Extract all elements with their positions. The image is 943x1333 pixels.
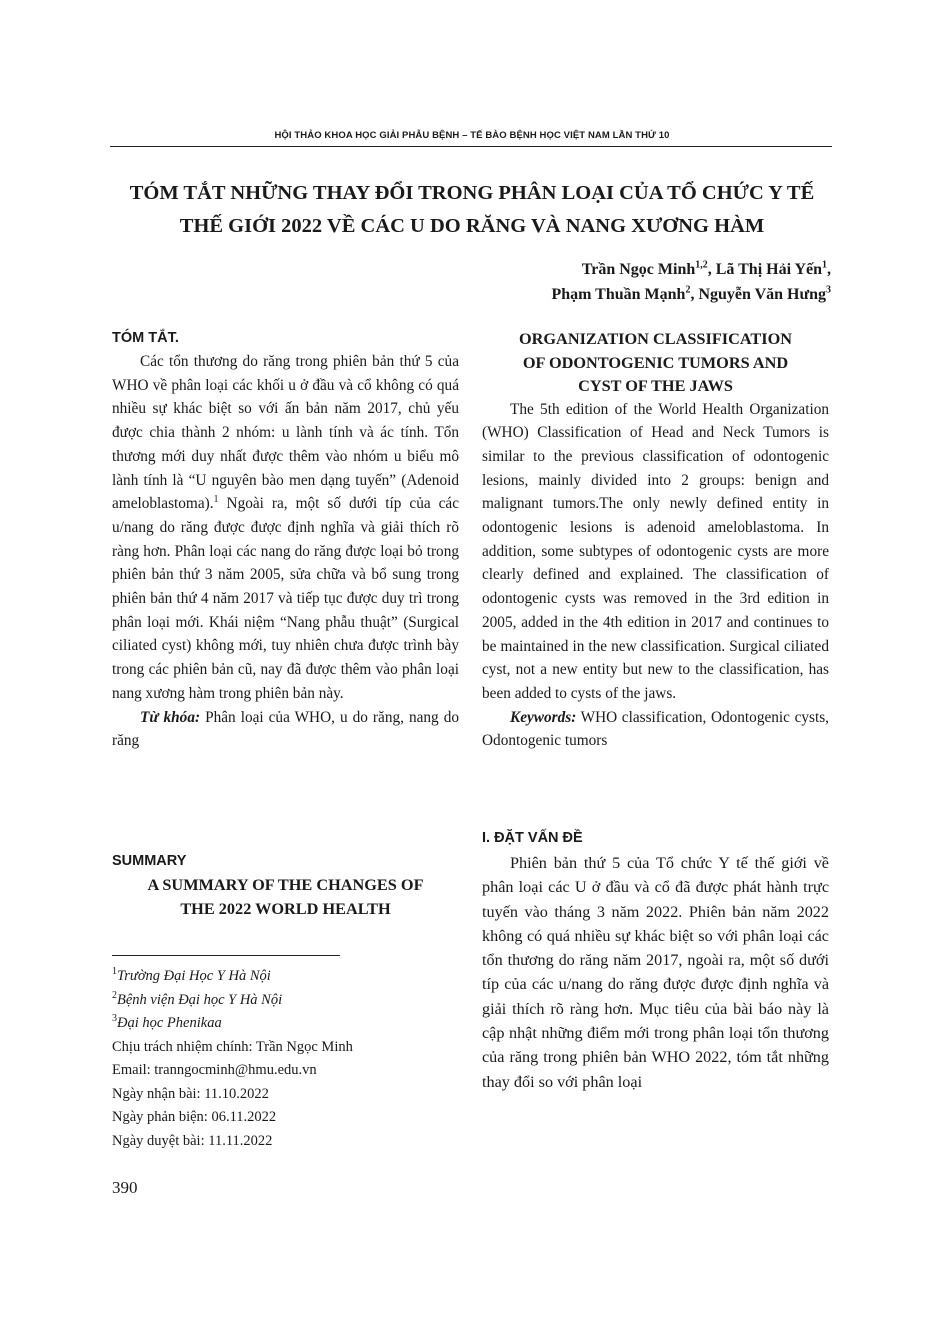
author-name: Trần Ngọc Minh [581, 261, 696, 278]
keywords-vi-text: Phân loại của WHO, u do răng, nang do răng [112, 708, 459, 750]
title-line-1: TÓM TẮT NHỮNG THAY ĐỔI TRONG PHÂN LOẠI CỦA TỔ CHỨC Y TẾ [129, 182, 815, 204]
summary-text: The 5th edition of the World Health Organization (WHO) Classification of Head and Neck Tumors is similar to the previous classification of odontogenic lesions, mainly divided into 2 groups: benign and malignant tumors.The only newly defined entity in odontogenic lesions is adenoid ameloblastoma. In addition, some subtypes of odontogenic cysts are more clearly defined and explained. The classification of odontogenic cysts was removed in the 3rd edition in 2005, added in the 4th edition in 2017 and continues to be maintained in the new classification. Surgical ciliated cyst, not a new entity but new to the classification, has been added to cysts of the jaws. [482, 400, 829, 702]
keywords-en-text: WHO classification, Odontogenic cysts, Odontogenic tumors [482, 708, 829, 750]
footnotes [112, 965, 472, 1153]
running-header: HỘI THẢO KHOA HỌC GIẢI PHẪU BỆNH – TẾ BÀO BỆNH HỌC VIỆT NAM LẦN THỨ 10 [274, 130, 670, 141]
author-name: Lã Thị Hải Yến [715, 261, 822, 278]
author-line-2: Phạm Thuần Mạnh$^2$, Nguyễn Văn Hưng$^3$ [551, 284, 831, 303]
page-number: 390 [112, 1178, 138, 1197]
affiliation-1 [112, 965, 472, 989]
author-affiliation: 1,2 [695, 259, 708, 271]
abstract-vi-heading: TÓM TẮT. [112, 330, 179, 346]
date-accepted: Ngày duyệt bài: 11.11.2022 [112, 1132, 273, 1149]
summary-title-line-3: ORGANIZATION CLASSIFICATION [518, 329, 793, 348]
article-title [100, 177, 844, 243]
affiliation-text: Trường Đại Học Y Hà Nội [117, 968, 271, 984]
summary-title-line-4: OF ODONTOGENIC TUMORS AND [522, 352, 789, 372]
introduction-block [482, 825, 829, 1094]
summary-block [112, 849, 459, 920]
introduction-text: Phiên bản thứ 5 của Tổ chức Y tế thế giới về phân loại các U ở đầu và cổ đã được phát hành trực tuyến vào tháng 3 năm 2022. Phiên bản năm 2022 không có quá nhiều sự khác biệt so với phân loại các tổn thương do răng năm 2017, ngoài ra, một số dưới típ của các u/nang do răng được được định nghĩa và giải thích rõ ràng hơn. Mục tiêu của bài báo này là cập nhật những điểm mới trong phân loại tổn thương của răng trong phiên bản WHO 2022, tóm tắt những thay đổi so với phân loại [482, 854, 829, 1091]
author-affiliation: 1 [822, 259, 827, 271]
abstract-vi-text [112, 350, 459, 706]
summary-title-line-2: THE 2022 WORLD HEALTH [180, 898, 391, 918]
affiliation-3 [112, 1012, 472, 1036]
summary-continued-block [482, 327, 829, 753]
abstract-vi-text-part1: Các tổn thương do răng trong phiên bản thứ 5 của WHO về phân loại các khối u ở đầu và cổ không có quá nhiều sự khác biệt so với ấn bản năm 2017, chủ yếu được chia thành 2 nhóm: u lành tính và ác tính. Tổn thương mới duy nhất được thêm vào nhóm u biểu mô lành tính là “U nguyên bào men dạng tuyến” (Adenoid ameloblastoma). [112, 353, 459, 513]
summary-heading: SUMMARY [112, 853, 187, 869]
summary-title-line-1: A SUMMARY OF THE CHANGES OF [147, 875, 424, 894]
email: Email: tranngocminh@hmu.edu.vn [112, 1062, 317, 1078]
date-reviewed: Ngày phản biện: 06.11.2022 [112, 1109, 277, 1125]
author-affiliation: 3 [826, 284, 831, 296]
introduction-heading: I. ĐẶT VẤN ĐỀ [482, 830, 583, 846]
author-list [551, 257, 831, 307]
date-received: Ngày nhận bài: 11.10.2022 [112, 1085, 269, 1102]
footnote-rule [112, 955, 340, 956]
summary-title-line-5: CYST OF THE JAWS [578, 376, 733, 395]
author-name: Phạm Thuần Mạnh [551, 286, 686, 303]
keywords-vi [112, 706, 459, 753]
affiliation-marker: 3 [112, 1013, 117, 1025]
header-rule [110, 146, 832, 147]
affiliation-marker: 1 [112, 966, 117, 978]
keywords-vi-label: Từ khóa: [140, 708, 201, 726]
author-affiliation: 2 [685, 284, 691, 296]
abstract-vi-block [112, 326, 459, 753]
abstract-vi-text-part2: Ngoài ra, một số dưới típ của các u/nang do răng được được định nghĩa và giải thích rõ ràng hơn. Phân loại các nang do răng được loại bỏ trong phiên bản thứ 3 năm 2005, sửa chữa và bổ sung trong phiên bản thứ 4 năm 2017 và tiếp tục được duy trì trong phân loại mới. Khái niệm “Nang phẫu thuật” (Surgical ciliated cyst) không mới, tuy nhiên chưa được trình bày trong các phiên bản cũ, nay đã được thêm vào phân loại nang xương hàm trong phiên bản này. [112, 495, 459, 702]
affiliation-marker: 2 [112, 989, 117, 1001]
affiliation-2 [112, 989, 472, 1013]
keywords-en-label: Keywords: [510, 708, 577, 726]
affiliation-text: Bệnh viện Đại học Y Hà Nội [117, 991, 283, 1008]
affiliation-text: Đại học Phenikaa [117, 1015, 222, 1031]
corresponding-author: Chịu trách nhiệm chính: Trần Ngọc Minh [112, 1038, 353, 1055]
author-line-1: Trần Ngọc Minh$^{1,2}$, Lã Thị Hải Yến$^1$, [581, 259, 831, 278]
author-name: Nguyễn Văn Hưng [698, 286, 826, 303]
keywords-en [482, 706, 829, 753]
title-line-2: THẾ GIỚI 2022 VỀ CÁC U DO RĂNG VÀ NANG XƯƠNG HÀM [179, 215, 765, 237]
reference-marker: 1 [213, 494, 219, 506]
